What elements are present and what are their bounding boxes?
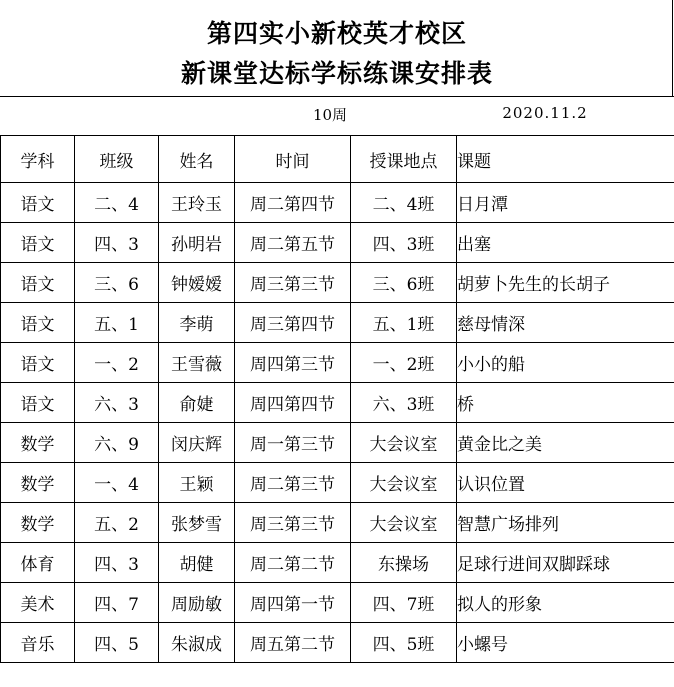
- cell-teacher: 王雪薇: [159, 343, 235, 383]
- table-header-row: [1, 136, 674, 183]
- header-time: 时间: [235, 136, 351, 183]
- cell-time: 周四第三节: [235, 343, 351, 383]
- cell-subject: 数学: [1, 463, 75, 503]
- cell-time: 周五第二节: [235, 623, 351, 663]
- cell-subject: 语文: [1, 383, 75, 423]
- cell-topic: 小螺号: [457, 623, 674, 663]
- cell-class: 一、4: [75, 463, 159, 503]
- cell-time: 周二第三节: [235, 463, 351, 503]
- table-row: [1, 543, 674, 583]
- cell-topic: 出塞: [457, 223, 674, 263]
- cell-teacher: 俞婕: [159, 383, 235, 423]
- header-class: 班级: [75, 136, 159, 183]
- cell-time: 周一第三节: [235, 423, 351, 463]
- cell-class: 四、3: [75, 543, 159, 583]
- cell-location: 五、1班: [351, 303, 457, 343]
- cell-location: 东操场: [351, 543, 457, 583]
- cell-time: 周四第四节: [235, 383, 351, 423]
- cell-teacher: 朱淑成: [159, 623, 235, 663]
- cell-teacher: 张梦雪: [159, 503, 235, 543]
- cell-topic: 认识位置: [457, 463, 674, 503]
- cell-location: 二、4班: [351, 183, 457, 223]
- cell-class: 五、2: [75, 503, 159, 543]
- week-label: 10周: [312, 106, 348, 124]
- cell-location: 大会议室: [351, 463, 457, 503]
- schedule-table: [0, 135, 674, 663]
- cell-topic: 拟人的形象: [457, 583, 674, 623]
- table-row: [1, 383, 674, 423]
- cell-time: 周三第三节: [235, 263, 351, 303]
- cell-topic: 桥: [457, 383, 674, 423]
- cell-subject: 美术: [1, 583, 75, 623]
- header-teacher: 姓名: [159, 136, 235, 183]
- cell-location: 大会议室: [351, 423, 457, 463]
- cell-location: 三、6班: [351, 263, 457, 303]
- table-row: [1, 623, 674, 663]
- cell-location: 四、3班: [351, 223, 457, 263]
- cell-topic: 日月潭: [457, 183, 674, 223]
- cell-teacher: 闵庆辉: [159, 423, 235, 463]
- cell-subject: 体育: [1, 543, 75, 583]
- cell-teacher: 周励敏: [159, 583, 235, 623]
- page-subtitle: 新课堂达标学标练课安排表: [180, 59, 493, 88]
- cell-time: 周四第一节: [235, 583, 351, 623]
- cell-subject: 数学: [1, 423, 75, 463]
- cell-subject: 语文: [1, 343, 75, 383]
- table-row: [1, 423, 674, 463]
- cell-time: 周二第五节: [235, 223, 351, 263]
- cell-topic: 足球行进间双脚踩球: [457, 543, 674, 583]
- cell-subject: 语文: [1, 303, 75, 343]
- cell-location: 四、7班: [351, 583, 457, 623]
- cell-class: 一、2: [75, 343, 159, 383]
- cell-class: 六、3: [75, 383, 159, 423]
- table-row: [1, 583, 674, 623]
- date-label: 2020.11.2: [502, 104, 588, 122]
- page-title: 第四实小新校英才校区: [206, 19, 467, 48]
- cell-topic: 慈母情深: [457, 303, 674, 343]
- right-edge-rule: [672, 0, 673, 96]
- cell-location: 一、2班: [351, 343, 457, 383]
- table-row: [1, 223, 674, 263]
- cell-time: 周二第四节: [235, 183, 351, 223]
- table-row: [1, 183, 674, 223]
- cell-teacher: 钟嫒嫒: [159, 263, 235, 303]
- table-row: [1, 463, 674, 503]
- cell-subject: 语文: [1, 223, 75, 263]
- cell-teacher: 王玲玉: [159, 183, 235, 223]
- cell-time: 周三第三节: [235, 503, 351, 543]
- cell-class: 六、9: [75, 423, 159, 463]
- header-location: 授课地点: [351, 136, 457, 183]
- cell-class: 三、6: [75, 263, 159, 303]
- header-subject: 学科: [1, 136, 75, 183]
- cell-topic: 黄金比之美: [457, 423, 674, 463]
- cell-class: 五、1: [75, 303, 159, 343]
- cell-time: 周三第四节: [235, 303, 351, 343]
- cell-class: 二、4: [75, 183, 159, 223]
- table-row: [1, 263, 674, 303]
- table-row: [1, 343, 674, 383]
- cell-class: 四、3: [75, 223, 159, 263]
- cell-subject: 数学: [1, 503, 75, 543]
- cell-subject: 语文: [1, 263, 75, 303]
- cell-class: 四、5: [75, 623, 159, 663]
- cell-location: 六、3班: [351, 383, 457, 423]
- table-row: [1, 503, 674, 543]
- cell-teacher: 李萌: [159, 303, 235, 343]
- cell-time: 周二第二节: [235, 543, 351, 583]
- table-row: [1, 303, 674, 343]
- cell-subject: 语文: [1, 183, 75, 223]
- cell-teacher: 孙明岩: [159, 223, 235, 263]
- cell-topic: 小小的船: [457, 343, 674, 383]
- cell-class: 四、7: [75, 583, 159, 623]
- cell-teacher: 王颖: [159, 463, 235, 503]
- cell-subject: 音乐: [1, 623, 75, 663]
- top-rule: [0, 96, 674, 97]
- header-topic: 课题: [457, 136, 674, 183]
- cell-topic: 胡萝卜先生的长胡子: [457, 263, 674, 303]
- cell-location: 四、5班: [351, 623, 457, 663]
- cell-teacher: 胡健: [159, 543, 235, 583]
- cell-topic: 智慧广场排列: [457, 503, 674, 543]
- cell-location: 大会议室: [351, 503, 457, 543]
